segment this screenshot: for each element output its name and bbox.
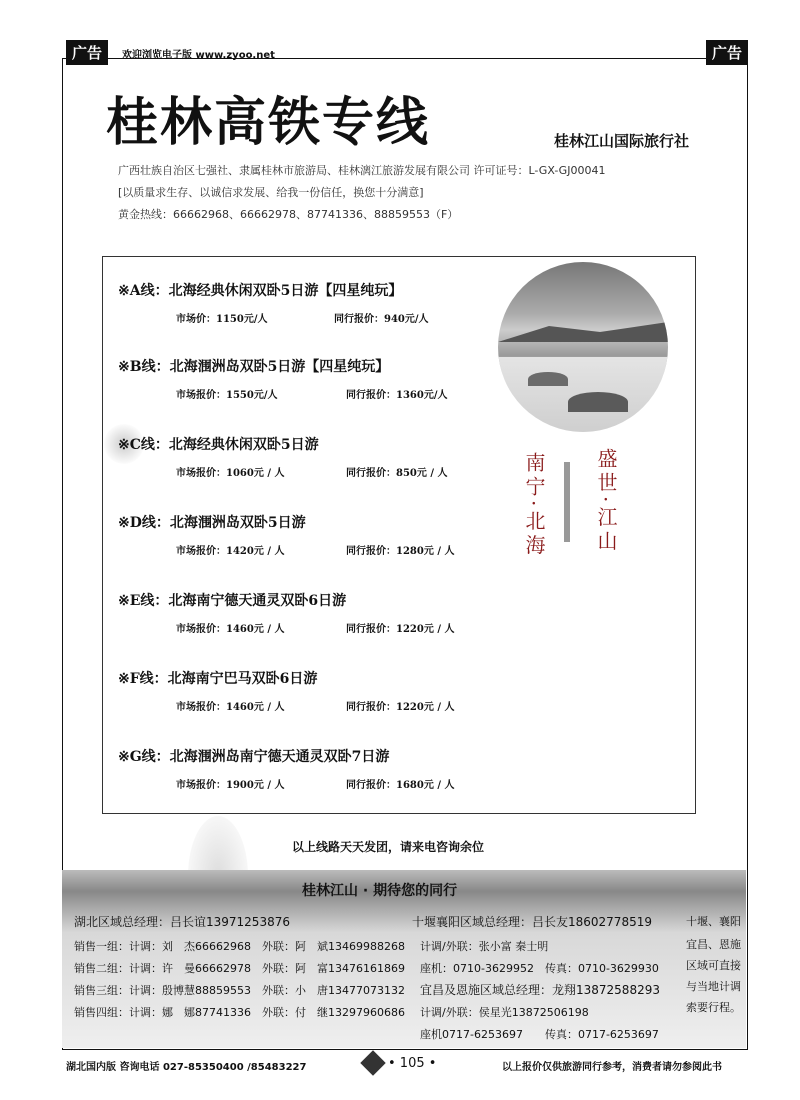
side-note-4: 与当地计调 xyxy=(686,980,741,993)
sales-group-2: 销售二组：计调：许 曼66662978 外联：阿 富13476161869 xyxy=(74,962,405,975)
shiyan-manager: 十堰襄阳区域总经理：吕长友18602778519 xyxy=(412,915,652,929)
hotline-line: 黄金热线：66662968、66662978、87741336、88859553（F） xyxy=(118,208,459,221)
route-f-market: 市场报价：1460元 / 人 xyxy=(176,702,285,713)
route-g-title: ※G线：北海涠洲岛南宁德天通灵双卧7日游 xyxy=(118,749,390,765)
page-title: 桂林高铁专线 xyxy=(106,93,431,153)
ad-tag-left: 广告 xyxy=(66,40,108,65)
page-number: • 105 • xyxy=(388,1056,437,1071)
shiyan-phone: 座机：0710-3629952 传真：0710-3629930 xyxy=(420,962,659,975)
calligraphy-left: 南宁·北海 xyxy=(522,452,546,559)
route-e-title: ※E线：北海南宁德天通灵双卧6日游 xyxy=(118,593,347,609)
notice-text: 以上线路天天发团，请来电咨询余位 xyxy=(292,840,485,854)
route-f-title: ※F线：北海南宁巴马双卧6日游 xyxy=(118,671,318,687)
side-note-1: 十堰、襄阳 xyxy=(686,915,741,928)
license-line: 广西壮族自治区七强社、隶属桂林市旅游局、桂林漓江旅游发展有限公司 许可证号：L-GX-GJ00041 xyxy=(118,164,606,177)
route-a-market: 市场价：1150元/人 xyxy=(176,314,268,325)
side-note-2: 宜昌、恩施 xyxy=(686,938,741,951)
motto-line: [以质量求生存、以诚信求发展、给我一份信任，换您十分满意] xyxy=(118,186,424,199)
hubei-manager: 湖北区域总经理：吕长谊13971253876 xyxy=(74,915,290,929)
route-a-peer: 同行报价：940元/人 xyxy=(334,314,429,325)
route-e-market: 市场报价：1460元 / 人 xyxy=(176,624,285,635)
publisher-logo-icon xyxy=(360,1050,385,1075)
sales-group-3: 销售三组：计调：殷博慧88859553 外联：小 唐13477073132 xyxy=(74,984,405,997)
side-note-3: 区域可直接 xyxy=(686,959,741,972)
yichang-phone: 座机0717-6253697 传真：0717-6253697 xyxy=(420,1028,659,1041)
route-g-peer: 同行报价：1680元 / 人 xyxy=(346,780,455,791)
route-e-peer: 同行报价：1220元 / 人 xyxy=(346,624,455,635)
slogan: 桂林江山 · 期待您的同行 xyxy=(302,883,458,899)
route-d-market: 市场报价：1420元 / 人 xyxy=(176,546,285,557)
ad-tag-right: 广告 xyxy=(706,40,748,65)
sales-group-4: 销售四组：计调：娜 娜87741336 外联：付 继13297960686 xyxy=(74,1006,405,1019)
shiyan-staff: 计调/外联：张小富 秦士明 xyxy=(420,940,549,953)
yichang-staff: 计调/外联：侯星光13872506198 xyxy=(420,1006,589,1019)
route-c-peer: 同行报价：850元 / 人 xyxy=(346,468,448,479)
footer-right: 以上报价仅供旅游同行参考，消费者请勿参阅此书 xyxy=(502,1062,722,1073)
route-f-peer: 同行报价：1220元 / 人 xyxy=(346,702,455,713)
route-d-title: ※D线：北海涠洲岛双卧5日游 xyxy=(118,515,306,531)
yichang-manager: 宜昌及恩施区域总经理：龙翔13872588293 xyxy=(420,983,660,997)
route-c-title: ※C线：北海经典休闲双卧5日游 xyxy=(118,437,319,453)
route-b-peer: 同行报价：1360元/人 xyxy=(346,390,448,401)
divider-bar xyxy=(564,462,570,542)
calligraphy-right: 盛世·江山 xyxy=(594,448,618,555)
footer-left: 湖北国内版 咨询电话 027-85350400 /85483227 xyxy=(66,1062,307,1073)
route-b-title: ※B线：北海涠洲岛双卧5日游【四星纯玩】 xyxy=(118,359,390,375)
beach-photo xyxy=(498,262,668,432)
sales-group-1: 销售一组：计调：刘 杰66662968 外联：阿 斌13469988268 xyxy=(74,940,405,953)
route-g-market: 市场报价：1900元 / 人 xyxy=(176,780,285,791)
route-d-peer: 同行报价：1280元 / 人 xyxy=(346,546,455,557)
site-url[interactable]: 欢迎浏览电子版 www.zyoo.net xyxy=(122,50,275,61)
route-a-title: ※A线：北海经典休闲双卧5日游【四星纯玩】 xyxy=(118,283,403,299)
route-b-market: 市场报价：1550元/人 xyxy=(176,390,278,401)
side-note-5: 索要行程。 xyxy=(686,1001,741,1014)
route-c-market: 市场报价：1060元 / 人 xyxy=(176,468,285,479)
agency-name: 桂林江山国际旅行社 xyxy=(554,132,690,150)
